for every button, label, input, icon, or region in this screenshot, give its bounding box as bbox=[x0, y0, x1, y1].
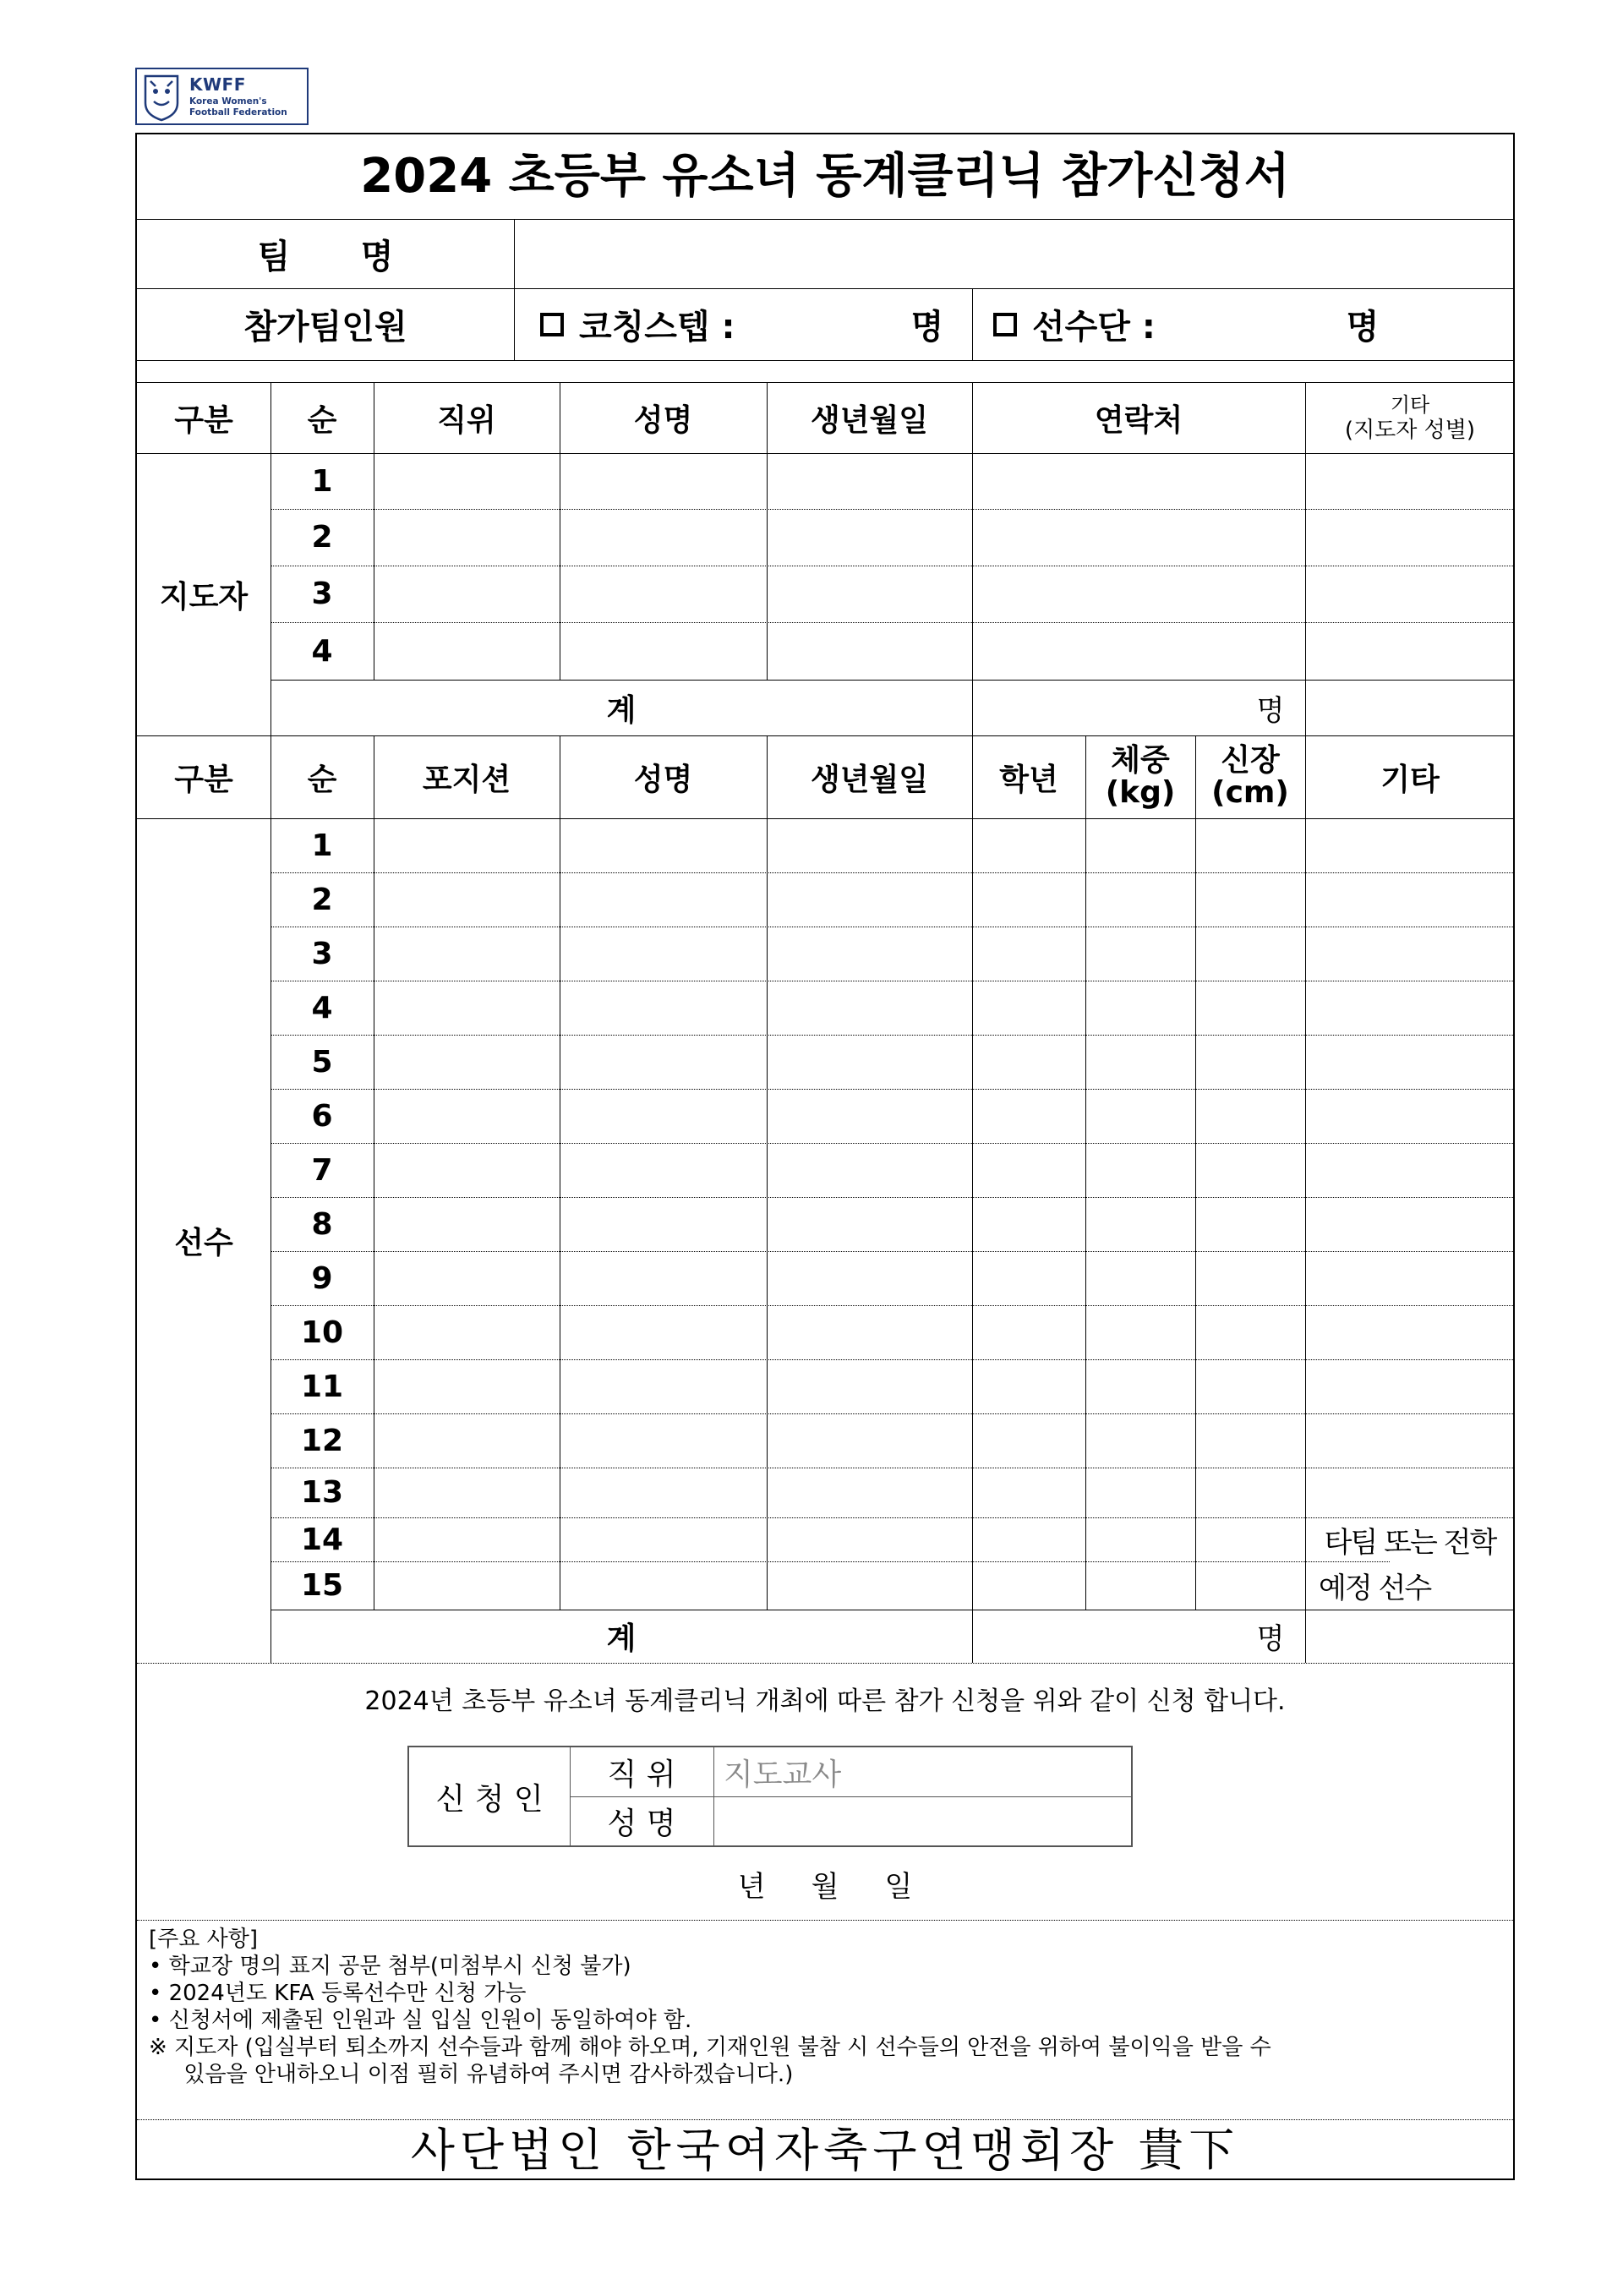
player-row-number: 5 bbox=[311, 1044, 333, 1080]
coach-header-name: 성명 bbox=[633, 402, 693, 438]
coach-header-position: 직위 bbox=[437, 402, 496, 438]
player-header-height-unit: (cm) bbox=[1211, 775, 1289, 810]
coach-row-number: 1 bbox=[311, 463, 333, 499]
player-section-label: 선수 bbox=[174, 1226, 233, 1260]
player-header-height-label: 신장 bbox=[1221, 743, 1280, 778]
player-header-position: 포지션 bbox=[422, 762, 511, 797]
player-row-number: 3 bbox=[311, 936, 333, 971]
coach-checkbox[interactable] bbox=[540, 313, 564, 336]
coach-header-contact: 연락처 bbox=[1094, 402, 1183, 438]
player-header-name: 성명 bbox=[633, 762, 693, 797]
kwff-logo bbox=[135, 68, 309, 125]
coach-total-unit: 명 bbox=[1256, 693, 1285, 728]
note-item: • 2024년도 KFA 등록선수만 신청 가능 bbox=[149, 1981, 527, 2006]
player-checkbox[interactable] bbox=[993, 313, 1017, 336]
player-row-number: 10 bbox=[300, 1315, 344, 1350]
team-name-label: 팀 명 bbox=[257, 237, 394, 276]
notes-section bbox=[149, 1926, 1271, 2088]
coach-header-category: 구분 bbox=[174, 402, 233, 438]
player-total-label: 계 bbox=[606, 1621, 637, 1656]
tiger-crest-icon bbox=[142, 73, 181, 122]
applicant-position-label: 직 위 bbox=[607, 1757, 676, 1792]
coach-header-etc bbox=[1305, 382, 1515, 453]
player-row-number: 4 bbox=[311, 990, 333, 1025]
team-name-input[interactable] bbox=[515, 219, 1515, 288]
player-header-birthdate: 생년월일 bbox=[810, 762, 929, 797]
note-item: • 신청서에 제출된 인원과 실 입실 인원이 동일하여야 함. bbox=[149, 2008, 692, 2033]
player-header-category: 구분 bbox=[174, 762, 233, 797]
player-header-order: 순 bbox=[307, 762, 337, 797]
application-form bbox=[135, 133, 1515, 2180]
player-row-number: 7 bbox=[311, 1152, 333, 1188]
note-item: • 학교장 명의 표지 공문 첨부(미첨부시 신청 불가) bbox=[149, 1954, 631, 1979]
player-header-grade: 학년 bbox=[999, 762, 1058, 797]
applicant-name-label: 성 명 bbox=[607, 1806, 676, 1841]
date-line: 년 월 일 bbox=[737, 1869, 913, 1904]
player-count-unit: 명 bbox=[1346, 308, 1380, 347]
player-row-number: 1 bbox=[311, 828, 333, 863]
footer-addressee: 사단법인 한국여자축구연맹회장 貴下 bbox=[410, 2124, 1240, 2177]
player-remark-line1: 타팀 또는 전학 bbox=[1324, 1525, 1496, 1560]
player-row-number: 15 bbox=[300, 1568, 344, 1603]
player-row-number: 14 bbox=[300, 1522, 344, 1557]
applicant-table bbox=[407, 1746, 1133, 1847]
player-header-weight-unit: (kg) bbox=[1105, 775, 1176, 810]
coach-header-etc-note: (지도자 성별) bbox=[1344, 418, 1476, 443]
player-row-number: 2 bbox=[311, 882, 333, 917]
coach-count-unit: 명 bbox=[910, 308, 944, 347]
coach-header-birthdate: 생년월일 bbox=[810, 402, 929, 438]
player-remark-line2: 예정 선수 bbox=[1319, 1572, 1431, 1605]
player-row-number: 12 bbox=[300, 1423, 344, 1458]
player-header-height bbox=[1195, 735, 1305, 818]
player-row-number: 8 bbox=[311, 1206, 333, 1242]
note-item: 있음을 안내하오니 이점 필히 유념하여 주시면 감사하겠습니다.) bbox=[149, 2062, 794, 2087]
coach-total-label: 계 bbox=[606, 692, 637, 728]
logo-full-name: Korea Women's Football Federation bbox=[189, 96, 287, 118]
applicant-name-input[interactable] bbox=[724, 1796, 1129, 1845]
player-row-number: 13 bbox=[300, 1475, 344, 1510]
applicant-position-input[interactable]: 지도교사 bbox=[724, 1757, 842, 1792]
player-row-number: 6 bbox=[311, 1098, 333, 1134]
coach-count-label: 코칭스텝 : bbox=[579, 308, 735, 347]
logo-abbr: KWFF bbox=[189, 74, 246, 95]
player-header-weight-label: 체중 bbox=[1111, 743, 1170, 778]
members-label: 참가팀인원 bbox=[243, 308, 407, 347]
player-count-field bbox=[973, 288, 1515, 360]
notes-heading: [주요 사항] bbox=[149, 1927, 259, 1952]
coach-row-number: 3 bbox=[311, 577, 333, 611]
coach-row-number: 4 bbox=[311, 633, 333, 669]
form-title: 2024 초등부 유소녀 동계클리닉 참가신청서 bbox=[360, 149, 1290, 204]
player-count-label: 선수단 : bbox=[1032, 308, 1156, 347]
player-row-number: 11 bbox=[300, 1369, 344, 1404]
player-row-number: 9 bbox=[311, 1260, 333, 1296]
note-item: ※ 지도자 (입실부터 퇴소까지 선수들과 함께 해야 하오며, 기재인원 불참 시 선수들의 안전을 위하여 불이익을 받을 수 bbox=[149, 2035, 1271, 2060]
declaration-text: 2024년 초등부 유소녀 동계클리닉 개최에 따른 참가 신청을 위와 같이 신청 합니다. bbox=[364, 1686, 1286, 1716]
player-total-unit: 명 bbox=[1256, 1622, 1285, 1656]
applicant-label: 신 청 인 bbox=[435, 1781, 544, 1817]
player-header-etc: 기타 bbox=[1380, 762, 1440, 797]
player-header-weight bbox=[1085, 735, 1195, 818]
coach-header-etc-label: 기타 bbox=[1390, 393, 1430, 417]
coach-section-label: 지도자 bbox=[159, 579, 249, 615]
coach-row-number: 2 bbox=[311, 520, 333, 555]
coach-header-order: 순 bbox=[307, 402, 337, 438]
